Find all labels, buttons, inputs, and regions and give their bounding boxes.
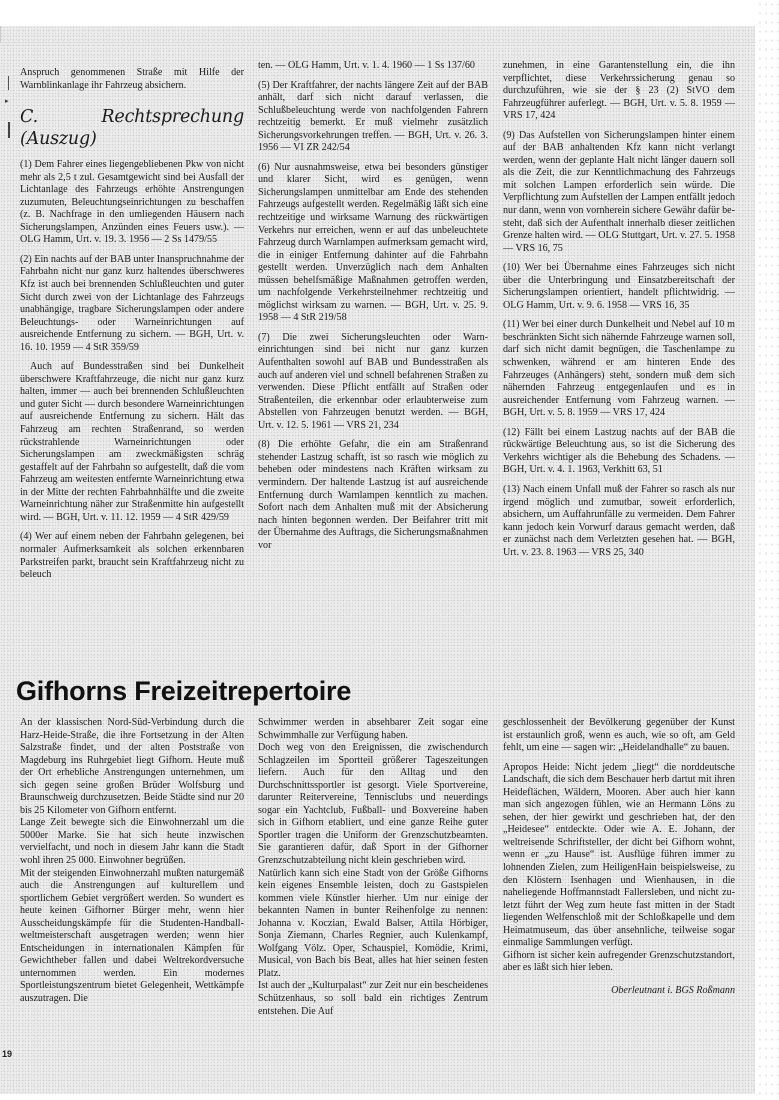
article-column-1: [20, 717, 244, 1006]
article-paragraph: Doch weg von den Ereignissen, die zwischendurch Schlagzeilen im Sportteil größerer Tageszeitungen liefern. Auch für den Alltag und den Durchschnittssportler ist gesorgt. Viele Sportvereine, darunter Reitervereine, Tennisclubs und neuerdings sogar ein Yachtclub, Fußball- und Boxvereine haben sich in Gifhorn etabliert, und eine ganze Reihe guter Sportler tragen die Uniform der Grenzschutzbeamten. Sie garantieren dafür, daß Sport in der Gifhorner Grenzschutzabteilung nicht klein geschrieben wird.: [258, 742, 488, 867]
ruling-paragraph: (1) Dem Fahrer eines liegengebliebenen Pkw von nicht mehr als 2,5 t zul. Gesamtgewicht sind bei Ausfall der Lichtanlage des Fahrzeugs erhöhte Anstrengungen zuzumuten, Beleuchtungseinrichtungen zu beschaffen (z. B. Nachfrage in den umliegenden Häusern nach Sicherungslampen, Anzünden eines Feuers usw.). — OLG Hamm, Urt. v. 19. 3. 1956 — 2 Ss 1479/55: [20, 159, 244, 246]
ruling-paragraph: (11) Wer bei einer durch Dunkelheit und Nebel auf 10 m beschränkten Sicht sich nähernde Fahrzeuge warnen soll, darf sich nicht damit begnügen, die Taschenlampe zu schwenken, während er am hinteren Ende des Fahrzeuges (Anhängers) steht, sondern muß dem sich nähernden Fahrzeug entgegenlaufen und es in ausreichender Entfernung vom Fahrzeug warnen. — BGH, Urt. v. 5. 8. 1959 — VRS 17, 424: [503, 319, 735, 419]
article-paragraph: Apropos Heide: Nicht jedem „liegt“ die norddeutsche Landschaft, die sich dem Beschauer herb dartut mit ihren Heideflächen, Wäldern, Mooren. Aber auch hier kann man sich angezogen fühlen, wie an Hermann Löns zu sehen, der hier gewirkt und geschrieben hat, der den „Heidesee“ entdeckte. Oder wie A. E. Johann, der weltreisende Schriftsteller, der dicht bei Gifhorn wohnt, wenn er „zu Hause“ ist. Ausflüge führen immer zu lohnenden Zielen, zum HeiligenHain beispielsweise, zu den Klöstern Isenhagen und Wienhausen, in die naheliegende Hoffmannstadt Fallersleben, und nicht zuletzt führt der Weg zum heute fast mitten in der Stadt liegenden Welfenschloß mit der Schloßkapelle und dem Heimatmuseum, das über ansehnliche, teilweise sogar einmalige Sammlungen verfügt.: [503, 761, 735, 949]
article-paragraph: Natürlich kann sich eine Stadt von der Größe Gifhorns kein eigenes Ensemble leisten, doch zu Gastspielen kommen viele Künstler hierher. Um nur einige der bekannten Namen in bunter Reihenfolge zu nennen: Johanna v. Koczian, Ewald Balser, Attila Hörbiger, Sonja Ziemann, Charles Regnier, auch Kulenkampf, Wolfgang Völz. Oper, Schauspiel, Komödie, Krimi, Musical, von Bach bis Beat, alles hat hier seinen festen Platz.: [258, 867, 488, 979]
ruling-paragraph: (7) Die zwei Sicherungsleuchten oder Warneinrichtungen sind bei nicht nur ganz kurzen Aufenthalten sowohl auf BAB und Bundesstraßen als auch auf anderen viel und schnell befahrenen Straßen zu verwenden. Diese Pflicht entfällt auf Straßen oder Straßenteilen, die erkennbar oder erlaubterweise zum Abstellen von Fahrzeugen benutzt werden. — BGH, Urt. v. 12. 5. 1961 — VRS 21, 234: [258, 331, 488, 431]
corner-arrow-mark: ▸: [5, 97, 9, 105]
page-number: 19: [2, 1049, 13, 1059]
margin-mark: [8, 122, 10, 138]
article-paragraph: Ist auch der „Kulturpalast“ zur Zeit nur ein bescheidenes Schützenhaus, so soll bald ein richtiges Zentrum entstehen. Die Auf: [258, 980, 488, 1017]
article-paragraph: Schwimmer werden in absehbarer Zeit sogar eine Schwimmhalle zur Verfügung haben.: [258, 717, 488, 741]
ruling-paragraph: (2) Ein nachts auf der BAB unter Inanspruchnahme der Fahrbahn nicht nur ganz kurz haltendes überschweres Kfz ist auch bei brennenden Schlußleuchten und guter Sicht durch zwei von der Lichtanlage des Fahrzeugs unabhängige, tragbare Sicherungslampen oder andere Beleuchtungs- oder Warneinrichtungen auf ausreichende Entfernung zu sichern. — BGH, Urt. v. 16. 10. 1959 — 4 StR 359/59: [20, 253, 244, 353]
upper-column-2: [258, 60, 488, 559]
scan-margin-texture: [757, 0, 779, 1100]
scan-top-edge: [0, 26, 756, 43]
ruling-paragraph: (8) Die erhöhte Gefahr, die ein am Straßenrand stehender Lastzug schafft, ist so rasch wie möglich zu beheben oder mindestens nach Kräften wirksam zu vermindern. Der haltende Lastzug ist auf ausreichende Entfernung durch Warnlampen kenntlich zu machen. Sofort nach dem Anhalten muß mit der Absicherung nach hinten begonnen werden. Der Beifahrer tritt mit der Übernahme des Auftrags, die Sicherungsmaßnahmen vor: [258, 439, 488, 551]
upper-column-1: [20, 67, 244, 589]
ruling-paragraph: (12) Fällt bei einem Lastzug nachts auf der BAB die rückwärtige Beleuchtung aus, so ist die Sicherung des Verkehrs wichtiger als die Behebung des Schadens. — BGH, Urt. v. 4. 1. 1963, Verkhitt 63, 51: [503, 426, 735, 476]
ruling-paragraph: (10) Wer bei Übernahme eines Fahrzeuges sich nicht über die Unterbringung und Einsatzbereitschaft der Sicherungslampen orientiert, handelt pflichtwidrig. — OLG Hamm, Urt. v. 9. 6. 1958 — VRS 16, 35: [503, 262, 735, 311]
upper-column-3: [503, 60, 735, 566]
section-heading: C. Rechtsprechung (Auszug): [20, 107, 244, 150]
ruling-paragraph: (6) Nur ausnahmsweise, etwa bei besonders günstiger und klarer Sicht, wird es genügen, wenn Sicherungslampen unmittelbar am Ende des stehenden Fahrzeugs aufgestellt werden. Regelmäßig läßt sich eine rechtzeitige und wirksame Warnung des rückwärtigen Verkehrs nur erreichen, wenn er auf das unbeleuchtete Fahrzeug durch Warnlampen aufmerksam gemacht wird, die in einiger Entfernung dahinter auf die Fahrbahn gestellt werden. Unverzüglich nach dem Anhalten müssen behelfsmäßige Maßnahmen getroffen werden, um nachfolgende Verkehrsteilnehmer rechtzeitig und möglichst wirksam zu warnen. — BGH, Urt. v. 25. 9. 1958 — 4 StR 219/58: [258, 161, 488, 324]
ruling-paragraph: (9) Das Aufstellen von Sicherungslampen hinter einem auf der BAB anhaltenden Kfz kann nicht verlangt werden, wenn der geplante Halt nicht länger dauern soll als die Zeit, die zur Kenntlichmachung des Fahrzeugs mit solchen Lampen erforderlich sein würde. Die Verpflichtung zum Aufstellen der Lampen entfällt jedoch nur dann, wenn von vornherein sichere Gewähr dafür besteht, daß sich der Aufenthalt innerhalb dieser zeitlichen Grenze halten wird. — OLG Stuttgart, Urt. v. 27. 5. 1958 — VRS 16, 75: [503, 129, 735, 254]
margin-mark: [8, 76, 9, 90]
ruling-paragraph: (4) Wer auf einem neben der Fahrbahn gelegenen, bei normaler Aufmerksamkeit als solchen erkennbaren Parkstreifen parkt, braucht sein Kraftfahrzeug nicht zu beleuch: [20, 531, 244, 581]
article-headline: Gifhorns Freizeitrepertoire: [16, 676, 352, 706]
ruling-paragraph: (13) Nach einem Unfall muß der Fahrer so rasch als nur irgend möglich und zumutbar, soweit erforderlich, absichern, um Auffahrunfälle zu vermeiden. Dem Fahrer kann jedoch kein Vorwurf daraus gemacht werden, daß er zunächst nach dem Verletzten gesehen hat. — BGH, Urt. v. 23. 8. 1963 — VRS 25, 340: [503, 483, 735, 558]
author-signature: Oberleutnant i. BGS Roßmann: [611, 984, 735, 996]
article-paragraph: Gifhorn ist sicher kein aufregender Grenzschutzstandort, aber es läßt sich hier leben.: [503, 949, 735, 974]
ruling-paragraph: ten. — OLG Hamm, Urt. v. 1. 4. 1960 — 1 Ss 137/60: [258, 60, 475, 71]
ruling-paragraph: Auch auf Bundesstraßen sind bei Dunkelheit überschwere Kraftfahrzeuge, die nicht nur ganz kurz halten, immer — auch bei brennenden Schlußleuchten und guter Sicht — durch besondere Warneinrichtungen auf ausreichende Entfernung zu sichern. Hält das Fahrzeug am rechten Straßenrand, so werden rückstrahlende Warneinrichtungen oder Sicherungslampen am zweckmäßigsten schräg gestaffelt auf der Fahrbahn so aufgestellt, daß die vom Fahrzeug am weitesten entfernte Warneinrichtung etwa in der Mitte der rechten Fahrbahnhälfte und die zweite Warneinrichtung näher zur Straßenmitte hin aufgestellt wird. — BGH, Urt. v. 11. 12. 1959 — 4 StR 429/59: [20, 361, 244, 523]
article-paragraph: Lange Zeit bewegte sich die Einwohnerzahl um die 5000er Marke. Sie hat sich heute inzwischen vervielfacht, und noch in diesem Jahr kann die Stadt wohl ihren 25 000. Einwohner begrüßen.: [20, 817, 244, 867]
article-paragraph: Mit der steigenden Einwohnerzahl mußten naturgemäß auch die Anstrengungen auf kulturellem und sportlichem Gebiet vergrößert werden. So wundert es heute keinen Gifhorner Bürger mehr, wenn hier Ausscheidungskämpfe für die Studenten-Handballweltmeisterschaft ausgetragen werden; wenn hier Entscheidungen in internationalen Kämpfen für Gewichtheber fallen und dabei Weltrekordversuche unternommen werden. Ein modernes Sportleistungszentrum bietet Gelegenheit, Wettkämpfe auszutragen. Die: [20, 867, 244, 1005]
article-column-2: [258, 717, 488, 1018]
ruling-paragraph: zunehmen, in eine Garantenstellung ein, die ihn verpflichtet, diese Verkehrssicherung genau so durchzuführen, wie sie der § 23 (2) StVO dem Fahrzeugführer auferlegt. — BGH, Urt. v. 5. 8. 1959 — VRS 17, 424: [503, 60, 735, 122]
ruling-paragraph: (5) Der Kraftfahrer, der nachts längere Zeit auf der BAB anhält, darf sich nicht darauf verlassen, die Schlußbeleuchtung werde von nachfolgenden Fahrern rechtzeitig bemerkt. Er muß vielmehr zusätzlich Sicherungsvorkehrungen treffen. — BGH, Urt. v. 26. 3. 1956 — VI ZR 242/54: [258, 79, 488, 154]
article-column-3: [503, 717, 735, 1004]
article-paragraph: geschlossenheit der Bevölkerung gegenüber der Kunst ist erstaunlich groß, wenn es auch, wie so oft, am Geld fehlt, um eine — sagen wir: „Heidelandhalle“ zu bauen.: [503, 717, 735, 754]
article-paragraph: An der klassischen Nord-Süd-Verbindung durch die Harz-Heide-Straße, die ihre Fortsetzung in der Alten Salzstraße findet, und der alten Poststraße von Magdeburg ins Ruhrgebiet liegt Gifhorn. Heute muß der Ort erhebliche Anstrengungen unternehmen, um sich gegen seine großen Brüder Wolfsburg und Braunschweig durchzusetzen. Beide Städte sind nur 20 bis 25 Kilometer von Gifhorn entfernt.: [20, 717, 244, 816]
continuation-text: Anspruch genommenen Straße mit Hilfe der Warnblinkanlage ihr Fahrzeug absichern.: [20, 67, 244, 91]
